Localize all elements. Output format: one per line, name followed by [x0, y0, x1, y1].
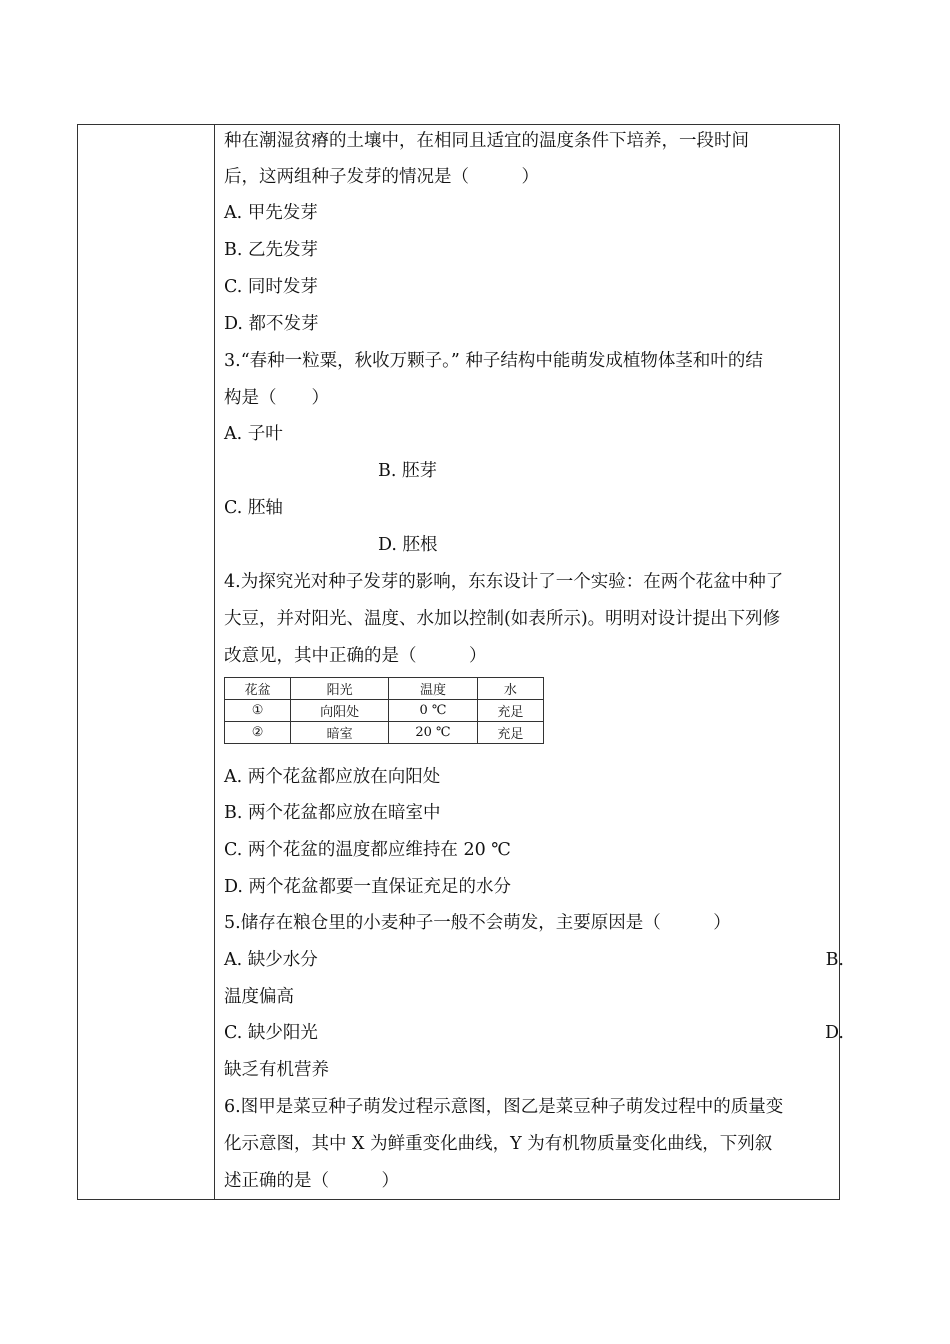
q5-option-a: A. 缺少水分	[224, 950, 318, 970]
q5-option-c: C. 缺少阳光	[224, 1023, 318, 1043]
q3-line2: 构是（ ）	[224, 388, 329, 408]
q4-option-a: A. 两个花盆都应放在向阳处	[224, 767, 441, 787]
q2-option-b: B. 乙先发芽	[224, 240, 318, 260]
table-cell: 暗室	[291, 722, 389, 744]
question-table	[77, 124, 844, 1200]
table-cell: ①	[225, 700, 291, 722]
q2-option-d: D. 都不发芽	[224, 314, 319, 334]
table-cell: 向阳处	[291, 700, 389, 722]
q3-line1: 3.“春种一粒粟，秋收万颗子。” 种子结构中能萌发成植物体茎和叶的结	[224, 351, 763, 371]
q5-option-b-letter: B.	[825, 950, 844, 970]
q4-option-b: B. 两个花盆都应放在暗室中	[224, 803, 441, 823]
table-row	[225, 722, 544, 744]
q5-option-b-text: 温度偏高	[224, 987, 294, 1007]
q6-line1: 6.图甲是菜豆种子萌发过程示意图，图乙是菜豆种子萌发过程中的质量变	[224, 1097, 784, 1117]
q4-option-c: C. 两个花盆的温度都应维持在 20 ℃	[224, 840, 511, 860]
q3-option-c: C. 胚轴	[224, 498, 283, 518]
q4-option-d: D. 两个花盆都要一直保证充足的水分	[224, 877, 512, 897]
table-cell: 20 ℃	[389, 722, 478, 744]
table-cell: 0 ℃	[389, 700, 478, 722]
q3-option-d: D. 胚根	[378, 535, 438, 555]
q4-line1: 4.为探究光对种子发芽的影响，东东设计了一个实验：在两个花盆中种了	[224, 572, 784, 592]
experiment-table	[224, 677, 544, 744]
table-header-row	[225, 678, 544, 700]
table-header-cell: 阳光	[291, 678, 389, 700]
left-column-cell	[78, 125, 215, 1199]
q3-option-b: B. 胚芽	[378, 461, 437, 481]
q2-line2: 后，这两组种子发芽的情况是（ ）	[224, 167, 539, 187]
table-header-cell: 温度	[389, 678, 478, 700]
q6-line3: 述正确的是（ ）	[224, 1171, 399, 1191]
table-cell: ②	[225, 722, 291, 744]
table-header-cell: 水	[477, 678, 543, 700]
q2-option-c: C. 同时发芽	[224, 277, 318, 297]
q5-option-d-text: 缺乏有机营养	[224, 1060, 329, 1080]
q4-line2: 大豆，并对阳光、温度、水加以控制(如表所示)。明明对设计提出下列修	[224, 609, 781, 629]
q2-option-a: A. 甲先发芽	[224, 203, 318, 223]
table-cell: 充足	[477, 722, 543, 744]
q5-line1: 5.储存在粮仓里的小麦种子一般不会萌发，主要原因是（ ）	[224, 913, 731, 933]
q2-line1: 种在潮湿贫瘠的土壤中，在相同且适宜的温度条件下培养，一段时间	[224, 131, 749, 151]
q4-line3: 改意见，其中正确的是（ ）	[224, 646, 487, 666]
table-row	[225, 700, 544, 722]
table-header-cell: 花盆	[225, 678, 291, 700]
q5-option-d-letter: D.	[825, 1023, 844, 1043]
q6-line2: 化示意图，其中 X 为鲜重变化曲线，Y 为有机物质量变化曲线，下列叙	[224, 1134, 773, 1154]
q3-option-a: A. 子叶	[224, 424, 283, 444]
table-cell: 充足	[477, 700, 543, 722]
